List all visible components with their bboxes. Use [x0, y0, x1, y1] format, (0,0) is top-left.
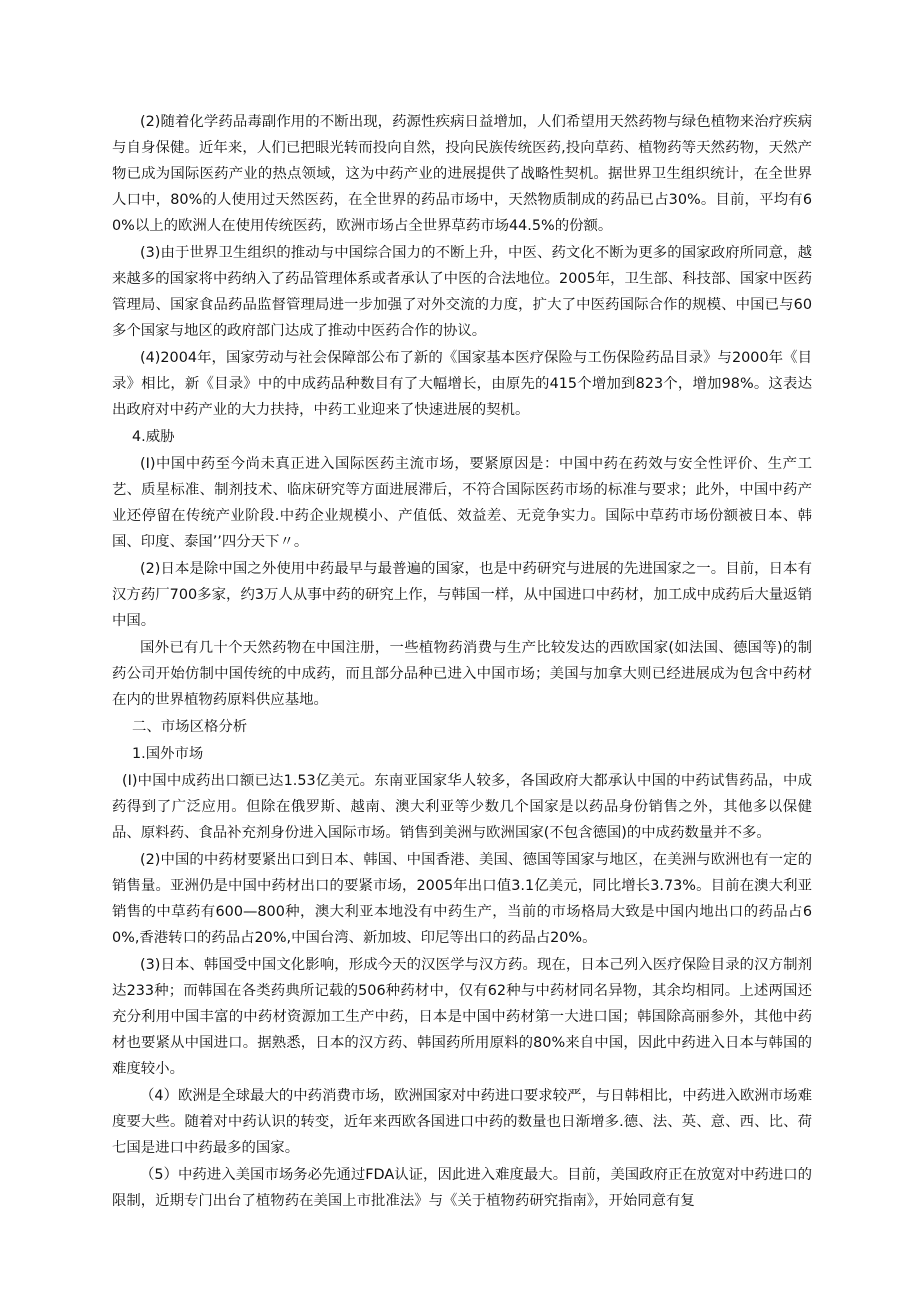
paragraph-market-4: （4）欧洲是全球最大的中药消费市场，欧洲国家对中药进口要求较严，与日韩相比，中药进入欧洲市场难度要大些。随着对中药认识的转变，近年来西欧各国进口中药的数量也日渐增多.德、法、英、意、西、比、荷七国是进口中药最多的国家。 — [112, 1088, 812, 1156]
paragraph-opportunity-4: (4)2004年，国家劳动与社会保障部公布了新的《国家基本医疗保险与工伤保险药品目录》与2000年《目录》相比，新《目录》中的中成药品种数目有了大幅增长，由原先的415个增加到823个，增加98%。这表达出政府对中药产业的大力扶持，中药工业迎来了快速进展的契机。 — [112, 350, 812, 418]
section-heading-market-analysis: 二、市场区格分析 — [132, 719, 248, 735]
section-heading-threats: 4.威胁 — [132, 429, 175, 445]
paragraph-market-1: (I)中国中成药出口额已达1.53亿美元。东南亚国家华人较多，各国政府大都承认中国的中药试售药品，中成药得到了广泛应用。但除在俄罗斯、越南、澳大利亚等少数几个国家是以药品身份销售之外，其他多以保健品、原料药、食品补充剂身份进入国际市场。销售到美洲与欧洲国家(不包含德国)的中成药数量并不多。 — [112, 773, 812, 841]
paragraph-threat-1: (I)中国中药至今尚未真正进入国际医药主流市场，要紧原因是：中国中药在药效与安全性评价、生产工艺、质星标准、制剂技术、临床研究等方面进展滞后，不符合国际医药市场的标准与要求；此外，中国中药产业还停留在传统产业阶段.中药企业规模小、产值低、效益差、无竞争实力。国际中草药市场份额被日本、韩国、印度、泰国’’四分天下〃。 — [112, 456, 812, 550]
paragraph-opportunity-2: (2)随着化学药品毒副作用的不断出现，药源性疾病日益增加，人们希望用天然药物与绿色植物来治疗疾病与自身保健。近年来，人们已把眼光转而投向自然，投向民族传统医药,投向草药、植物药等天然药物，天然产物已成为国际医药产业的热点领域，这为中药产业的进展提供了战略性契机。据世界卫生组织统计，在全世界人口中，80%的人使用过天然医药，在全世界的药品市场中，天然物质制成的药品已占30%。目前，平均有60%以上的欧洲人在使用传统医药，欧洲市场占全世界草药市场44.5%的份额。 — [112, 114, 812, 234]
subsection-heading-foreign-market: 1.国外市场 — [132, 746, 204, 762]
paragraph-market-3: (3)日本、韩国受中国文化影响，形成今天的汉医学与汉方药。现在，日本己列入医疗保险目录的汉方制剂达233种；而韩国在各类药典所记载的506种药材中，仅有62种与中药材同名异物，其余均相同。上述两国还充分利用中国丰富的中药材资源加工生产中药，日本是中国中药材第一大进口国；韩国除高丽参外，其他中药材也要紧从中国进口。据熟悉，日本的汉方药、韩国药所用原料的80%来自中国，因此中药进入日本与韩国的难度较小。 — [112, 957, 812, 1077]
paragraph-threat-2: (2)日本是除中国之外使用中药最早与最普遍的国家，也是中药研究与进展的先进国家之一。目前，日本有汉方药厂700多家，约3万人从事中药的研究上作，与韩国一样，从中国进口中药材，加工成中成药后大量返销中国。 — [112, 561, 812, 629]
paragraph-market-2: (2)中国的中药材要紧出口到日本、韩国、中国香港、美国、德国等国家与地区，在美洲与欧洲也有一定的销售量。亚洲仍是中国中药材出口的要紧市场，2005年出口值3.1亿美元，同比增长3.73%。目前在澳大利亚销售的中草药有600—800种，澳大利亚本地没有中药生产，当前的市场格局大致是中国内地出口的药品占60%,香港转口的药品占20%,中国台湾、新加坡、印尼等出口的药品占20%。 — [112, 852, 812, 946]
paragraph-opportunity-3: (3)由于世界卫生组织的推动与中国综合国力的不断上升，中医、药文化不断为更多的国家政府所同意，越来越多的国家将中药纳入了药品管理体系或者承认了中医的合法地位。2005年，卫生部、科技部、国家中医药管理局、国家食品药品监督管理局进一步加强了对外交流的力度，扩大了中医药国际合作的规模、中国已与60多个国家与地区的政府部门达成了推动中医药合作的协议。 — [112, 245, 812, 339]
document-body — [112, 109, 812, 1215]
paragraph-market-5: （5）中药进入美国市场务必先通过FDA认证，因此进入难度最大。目前，美国政府正在放宽对中药进口的限制，近期专门出台了植物药在美国上市批准法》与《关于植物药研究指南》，开始同意有复 — [112, 1167, 812, 1209]
paragraph-threat-foreign: 国外已有几十个天然药物在中国注册，一些植物药消费与生产比较发达的西欧国家(如法国、德国等)的制药公司开始仿制中国传统的中成药，而且部分品种已进入中国市场；美国与加拿大则已经进展成为包含中药材在内的世界植物药原料供应基地。 — [112, 640, 812, 708]
